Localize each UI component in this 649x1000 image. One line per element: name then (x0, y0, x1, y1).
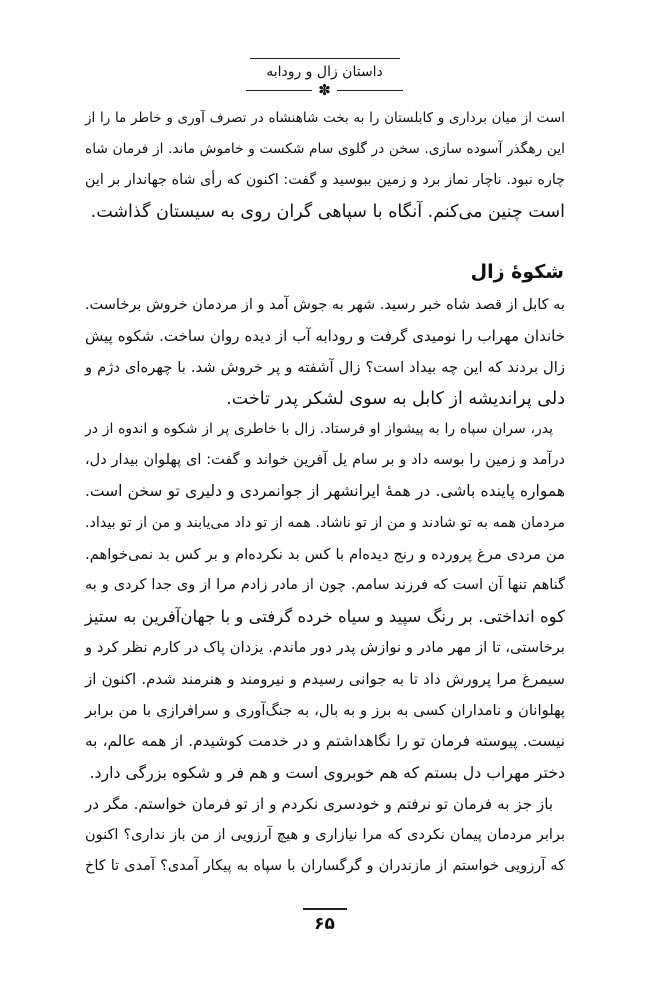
text-line: چاره نبود. ناچار نماز برد و زمین ببوسید و گفت: اکنون که رأی شاه جهاندار بر این (85, 172, 565, 189)
header-ornament-rule-right (337, 90, 403, 91)
running-header (0, 58, 649, 97)
text-line: است چنین می‌کنم. آنگاه با سپاهی گران روی به سیستان گذاشت. (90, 201, 565, 222)
text-line: پهلوانان و نامداران کسی به برز و به بال، به جنگ‌آوری و سرافرازی با من برابر (85, 701, 565, 719)
text-line: درآمد و زمین را بوسه داد و بر سام یل آفرین خواند و گفت: ای پهلوان بیدار دل، (85, 452, 565, 469)
text-line: دلی پراندیشه از کابل به سوی لشکر پدر تاخت. (226, 388, 565, 409)
text-line: سیمرغ مرا پرورش داد تا به جوانی رسیدم و نیرومند و هنرمند شدم. اکنون از (85, 669, 565, 688)
text-line: گناهم تنها آن است که فرزند سامم. چون از مادر زادم مرا از وی جدا کردی و به (85, 576, 565, 593)
text-line: برخاستی، تا از مهر مادر و نوازش پدر دور ماندم. یزدان پاک در کارم نظر کرد و (85, 639, 565, 657)
text-line: برابر مردمان پیمان نکردی که مرا نیازاری و هیچ آرزویی از من باز نداری؟ اکنون (85, 827, 565, 844)
paragraph-2 (85, 414, 565, 788)
text-line: این رهگذر آسوده سازی. سخن در گلوی سام شکست و خاموش ماند. از فرمان شاه (85, 141, 565, 158)
text-line: دختر مهراب دل بستم که هم خوبروی است و هم فر و شکوه بزرگی دارد. (89, 763, 565, 783)
text-line: که آرزویی خواستم از مازندران و گرگساران با سپاه به پیکار آمدی؟ آمدی تا کاخ (85, 858, 565, 875)
text-line: زال بردند که این چه بیداد است؟ زال آشفته و پر خروش شد. با چهره‌ای دژم و (85, 359, 565, 377)
text-line: مردمان همه به تو شادند و من از تو ناشاد. همه از تو داد می‌یابند و من از تو بیداد. (85, 514, 565, 531)
text-line: است از میان برداری و کابلستان را به بخت شاهنشاه در تصرف آوری و خاطر ما را از (85, 110, 565, 126)
page-number-block (0, 908, 649, 934)
header-ornament-rule-left (246, 90, 312, 91)
text-line: من مردی مرغ پرورده و رنج دیده‌ام با کس بد نکرده‌ام و بر کس بد نمی‌خواهم. (85, 545, 565, 563)
paragraph-3 (85, 789, 565, 883)
asterisk-ornament-icon: ✽ (318, 81, 331, 99)
text-line: نیست. پیوسته فرمان تو را نگاهداشتم و در خدمت کوشیدم. از همه عالم، به (85, 731, 565, 750)
paragraph-top (85, 103, 565, 228)
text-line: خاندان مهراب را نومیدی گرفت و رودابه آب از دیده روان ساخت. شکوه پیش (85, 327, 565, 346)
text-line: باز جز به فرمان تو نرفتم و خودسری نکردم و از تو فرمان خواستم. مگر در (85, 795, 553, 813)
section-heading: شکوهٔ زال (470, 261, 564, 283)
text-line: کوه انداختی. بر رنگ سپید و سیاه خرده گرفتی و با جهان‌آفرین به ستیز (84, 607, 565, 627)
text-line: به کابل از قصد شاه خبر رسید. شهر به جوش آمد و از مردمان خروش برخاست. (84, 297, 565, 313)
text-line: همواره پاینده باشی. در همهٔ ایرانشهر از جوانمردی و دلیری تو سخن است. (85, 482, 565, 501)
paragraph-1 (85, 290, 565, 415)
header-rule (250, 58, 400, 59)
page-number-rule (303, 908, 347, 910)
text-line: پدر، سران سپاه را به پیشواز او فرستاد. زال با خاطری پر از شکوه و اندوه از در (85, 421, 553, 437)
running-header-title: داستان زال و رودابه (266, 64, 383, 80)
page-number: ۶۵ (314, 914, 335, 934)
header-ornament-row (0, 83, 649, 97)
